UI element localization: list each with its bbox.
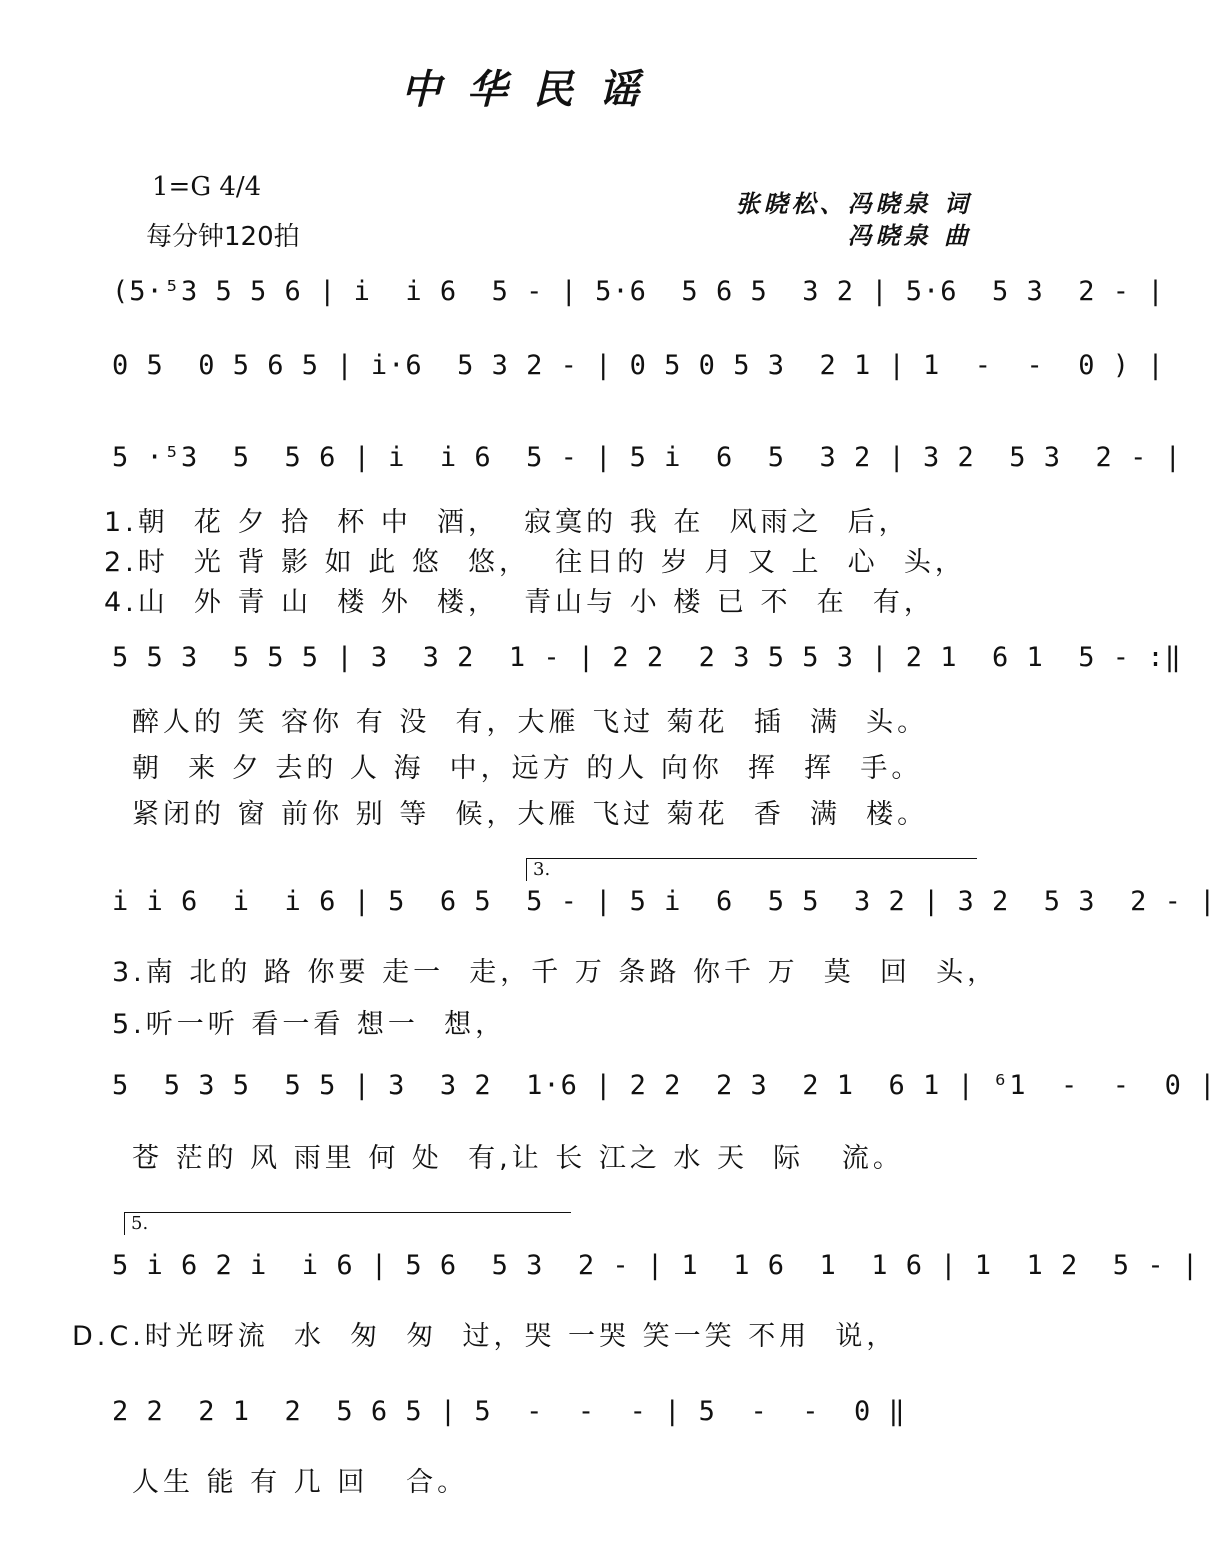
notation-line-8: 2 2 2 1 2 5 6 5 | 5 - - - | 5 - - 0 ‖ <box>112 1396 906 1427</box>
volta-5: 5. <box>124 1212 571 1235</box>
notation-line-5: i i 6 i i 6 | 5 6 5 5 - | 5 i 6 5 5 3 2 | 3 2 5 3 2 - | <box>112 886 1216 917</box>
tempo-marking: 每分钟120拍 <box>146 222 300 252</box>
notation-line-3: 5 ·⁵3 5 5 6 | i i 6 5 - | 5 i 6 5 3 2 | 3 2 5 3 2 - | <box>112 442 1182 473</box>
lyric-refrain-1: 醉人的 笑 容你 有 没 有，大雁 飞过 菊花 插 满 头。 <box>132 707 929 738</box>
lyric-verse-4: 4.山 外 青 山 楼 外 楼， 青山与 小 楼 已 不 在 有， <box>104 587 935 618</box>
lyric-ending-1: D.C.时光呀流 水 匆 匆 过，哭 一哭 笑一笑 不用 说， <box>72 1321 898 1352</box>
notation-line-2: 0 5 0 5 6 5 | i·6 5 3 2 - | 0 5 0 5 3 2 1 | 1 - - 0 ) | <box>112 350 1165 381</box>
notation-line-4: 5 5 3 5 5 5 | 3 3 2 1 - | 2 2 2 3 5 5 3 | 2 1 6 1 5 - :‖ <box>112 642 1182 673</box>
lyricist-credit: 张晓松、冯晓泉 词 <box>735 189 972 218</box>
lyric-verse-1: 1.朝 花 夕 拾 杯 中 酒， 寂寞的 我 在 风雨之 后， <box>104 507 910 538</box>
notation-line-6: 5 5 3 5 5 5 | 3 3 2 1·6 | 2 2 2 3 2 1 6 1 | ⁶1 - - 0 | <box>112 1070 1216 1101</box>
lyric-refrain-3: 紧闭的 窗 前你 别 等 候，大雁 飞过 菊花 香 满 楼。 <box>132 799 929 830</box>
composer-credit: 冯晓泉 曲 <box>847 221 972 250</box>
lyric-verse-2: 2.时 光 背 影 如 此 悠 悠， 往日的 岁 月 又 上 心 头， <box>104 547 966 578</box>
lyric-bridge-2: 5.听一听 看一看 想一 想， <box>112 1009 507 1040</box>
lyric-ending-2: 人生 能 有 几 回 合。 <box>132 1467 469 1498</box>
lyric-refrain-2: 朝 来 夕 去的 人 海 中，远方 的人 向你 挥 挥 手。 <box>132 753 923 784</box>
lyric-bridge-1: 3.南 北的 路 你要 走一 走，千 万 条路 你千 万 莫 回 头， <box>112 957 999 988</box>
notation-line-7: 5 i 6 2 i i 6 | 5 6 5 3 2 - | 1 1 6 1 1 6 | 1 1 2 5 - | <box>112 1250 1200 1281</box>
volta-3: 3. <box>526 858 977 881</box>
lyric-bridge-3: 苍 茫的 风 雨里 何 处 有,让 长 江之 水 天 际 流。 <box>132 1143 904 1174</box>
notation-line-1: (5·⁵3 5 5 6 | i i 6 5 - | 5·6 5 6 5 3 2 | 5·6 5 3 2 - | <box>112 276 1165 307</box>
song-title: 中华民谣 <box>401 66 665 113</box>
key-signature: 1=G 4/4 <box>152 172 262 202</box>
